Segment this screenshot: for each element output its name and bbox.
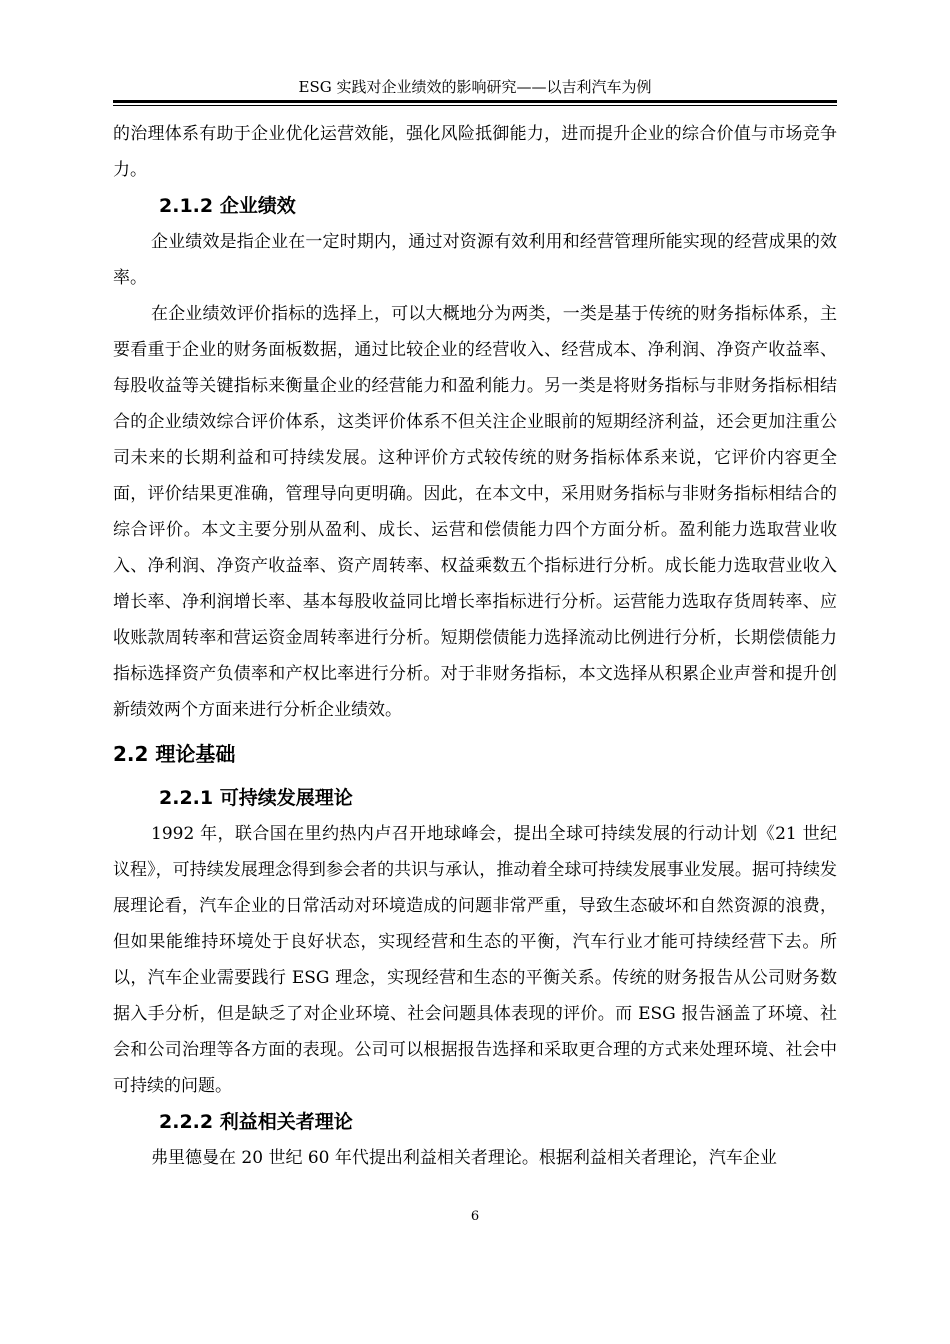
header-rule-thin [113, 105, 837, 106]
heading-2-1-2: 2.1.2 企业绩效 [159, 195, 296, 217]
page-number: 6 [470, 1209, 480, 1224]
heading-2-2-1: 2.2.1 可持续发展理论 [159, 787, 353, 809]
heading-2-2-2: 2.2.2 利益相关者理论 [159, 1111, 353, 1133]
header-rule-thick [113, 100, 837, 103]
paragraph-intro: 的治理体系有助于企业优化运营效能，强化风险抵御能力，进而提升企业的综合价值与市场竞争力。 [113, 124, 837, 180]
paragraph-2-1-2-definition: 企业绩效是指企业在一定时期内，通过对资源有效利用和经营管理所能实现的经营成果的效率。 [113, 232, 837, 288]
page-header-title: ESG 实践对企业绩效的影响研究——以吉利汽车为例 [298, 78, 652, 96]
page-content [113, 116, 837, 1176]
paragraph-2-1-2-indicators: 在企业绩效评价指标的选择上，可以大概地分为两类，一类是基于传统的财务指标体系，主要看重于企业的财务面板数据，通过比较企业的经营收入、经营成本、净利润、净资产收益率、每股收益等关键指标来衡量企业的经营能力和盈利能力。另一类是将财务指标与非财务指标相结合的企业绩效综合评价体系，这类评价体系不但关注企业眼前的短期经济利益，还会更加注重公司未来的长期利益和可持续发展。这种评价方式较传统的财务指标体系来说，它评价内容更全面，评价结果更准确，管理导向更明确。因此，在本文中，采用财务指标与非财务指标相结合的综合评价。本文主要分别从盈利、成长、运营和偿债能力四个方面分析。盈利能力选取营业收入、净利润、净资产收益率、资产周转率、权益乘数五个指标进行分析。成长能力选取营业收入增长率、净利润增长率、基本每股收益同比增长率指标进行分析。运营能力选取存货周转率、应收账款周转率和营运资金周转率进行分析。短期偿债能力选择流动比例进行分析，长期偿债能力指标选择资产负债率和产权比率进行分析。对于非财务指标，本文选择从积累企业声誉和提升创新绩效两个方面来进行分析企业绩效。 [113, 304, 837, 720]
heading-2-2: 2.2 理论基础 [113, 742, 236, 766]
paragraph-2-2-1: 1992 年，联合国在里约热内卢召开地球峰会，提出全球可持续发展的行动计划《21 世纪议程》，可持续发展理念得到参会者的共识与承认，推动着全球可持续发展事业发展。据可持续发展理论看，汽车企业的日常活动对环境造成的问题非常严重，导致生态破坏和自然资源的浪费，但如果能维持环境处于良好状态，实现经营和生态的平衡，汽车行业才能可持续经营下去。所以，汽车企业需要践行 ESG 理念，实现经营和生态的平衡关系。传统的财务报告从公司财务数据入手分析，但是缺乏了对企业环境、社会问题具体表现的评价。而 ESG 报告涵盖了环境、社会和公司治理等各方面的表现。公司可以根据报告选择和采取更合理的方式来处理环境、社会中可持续的问题。 [113, 824, 837, 1096]
paragraph-2-2-2: 弗里德曼在 20 世纪 60 年代提出利益相关者理论。根据利益相关者理论，汽车企业 [151, 1148, 777, 1168]
